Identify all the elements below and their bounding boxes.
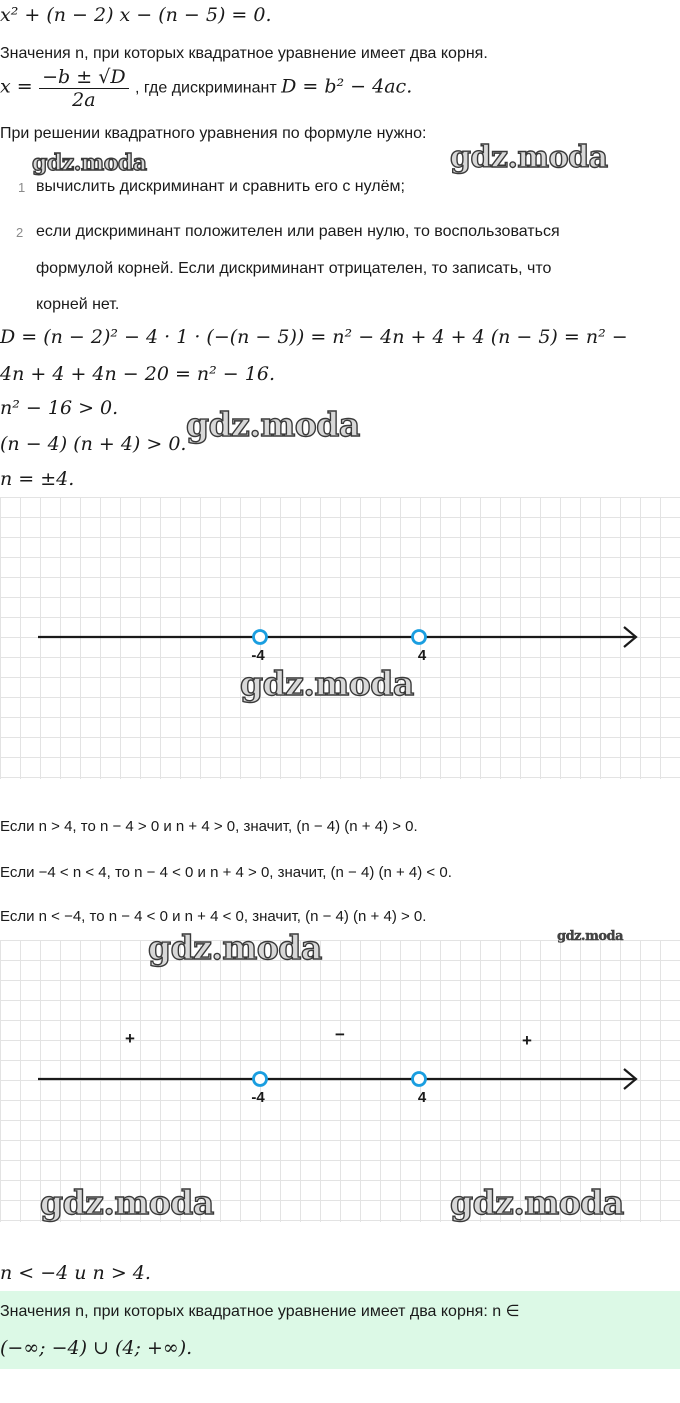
answer-line: (−∞; −4) ∪ (4; +∞). <box>0 1337 193 1359</box>
step-text: корней нет. <box>36 296 120 313</box>
watermark: gdz.moda <box>32 150 147 176</box>
equation: x² + (n − 2) x − (n − 5) = 0. <box>0 4 272 26</box>
answer-box <box>0 1291 680 1369</box>
step-number: 1 <box>18 180 26 195</box>
watermark: gdz.moda <box>40 1183 214 1222</box>
open-point <box>254 631 267 644</box>
calc-line: (n − 4) (n + 4) > 0. <box>0 433 187 455</box>
number-line-2 <box>0 940 680 1222</box>
disc-formula: D = b² − 4ac. <box>281 75 413 98</box>
point-label: -4 <box>251 647 265 664</box>
open-point <box>254 1073 267 1086</box>
step-text: вычислить дискриминант и сравнить его с нулём; <box>36 178 405 195</box>
calc-line: 4n + 4 + 4n − 20 = n² − 16. <box>0 363 275 385</box>
watermark: gdz.moda <box>186 405 360 444</box>
watermark: gdz.moda <box>450 1183 624 1222</box>
formula-radicand: D <box>110 66 126 88</box>
conclusion: n < −4 и n > 4. <box>0 1262 151 1284</box>
point-label: -4 <box>251 1089 265 1106</box>
answer-line: Значения n, при которых квадратное уравнение имеет два корня: n ∈ <box>0 1303 520 1320</box>
formula-denominator: 2a <box>72 89 96 111</box>
number-line-grid-2 <box>0 940 680 1222</box>
point-label: 4 <box>417 647 427 664</box>
case-line: Если n < −4, то n − 4 < 0 и n + 4 < 0, значит, (n − 4) (n + 4) > 0. <box>0 908 427 925</box>
watermark: gdz.moda <box>240 664 414 703</box>
sign-plus: + <box>522 1031 532 1050</box>
intro-text: Значения n, при которых квадратное уравнение имеет два корня. <box>0 45 488 62</box>
formula-lhs: x = <box>0 75 33 98</box>
watermark: gdz.moda <box>450 140 608 175</box>
open-point <box>413 631 426 644</box>
case-line: Если −4 < n < 4, то n − 4 < 0 и n + 4 > 0, значит, (n − 4) (n + 4) < 0. <box>0 864 452 881</box>
formula-tail: , где дискриминант <box>135 79 277 97</box>
watermark: gdz.moda <box>557 929 624 944</box>
steps-intro: При решении квадратного уравнения по формуле нужно: <box>0 125 427 142</box>
sign-minus: − <box>335 1025 345 1044</box>
step-text: формулой корней. Если дискриминант отрицателен, то записать, что <box>36 260 552 277</box>
root-formula <box>0 66 412 116</box>
calc-line: D = (n − 2)² − 4 · 1 · (−(n − 5)) = n² − 4n + 4 + 4 (n − 5) = n² − <box>0 326 628 348</box>
number-line-1 <box>0 497 680 779</box>
formula-numerator: −b ± √ <box>42 66 111 88</box>
watermark: gdz.moda <box>148 928 322 967</box>
number-line-grid-1 <box>0 497 680 779</box>
calc-line: n² − 16 > 0. <box>0 397 119 419</box>
calc-line: n = ±4. <box>0 468 75 490</box>
step-text: если дискриминант положителен или равен нулю, то воспользоваться <box>36 223 560 240</box>
open-point <box>413 1073 426 1086</box>
step-number: 2 <box>16 225 24 240</box>
sign-plus: + <box>125 1029 135 1048</box>
case-line: Если n > 4, то n − 4 > 0 и n + 4 > 0, значит, (n − 4) (n + 4) > 0. <box>0 818 418 835</box>
point-label: 4 <box>417 1089 427 1106</box>
